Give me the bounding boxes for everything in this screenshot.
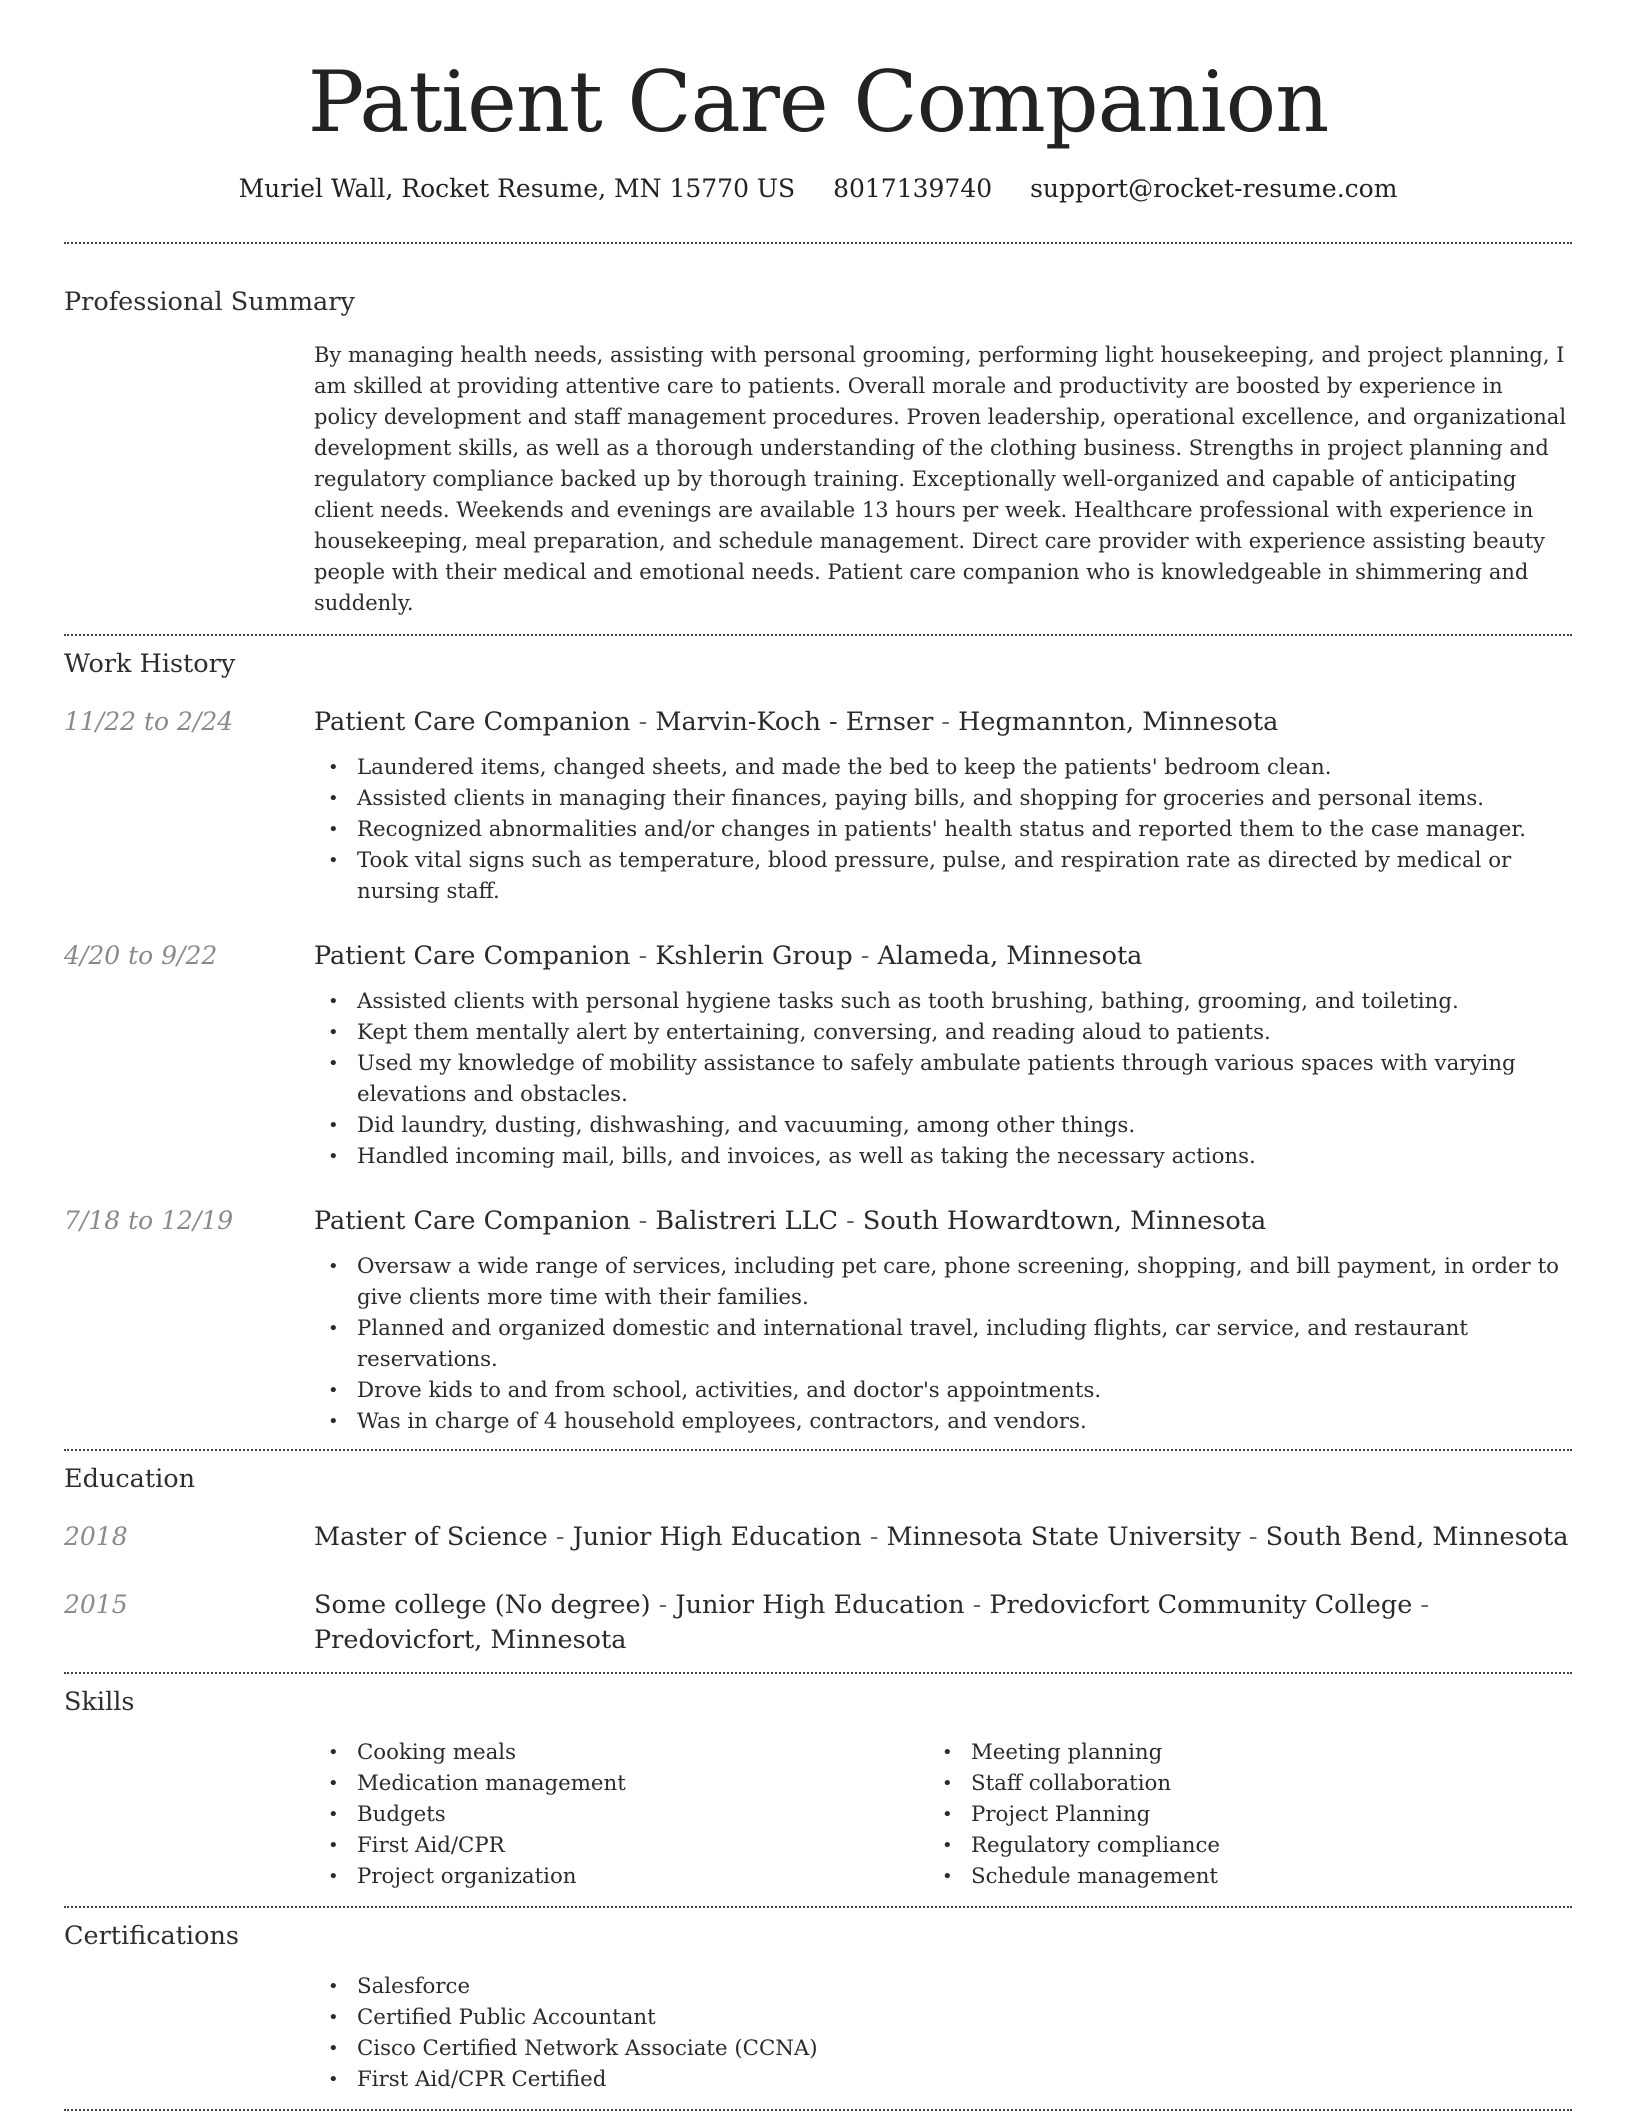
education-location: Predovicfort, Minnesota: [314, 1625, 627, 1655]
skills-bullets: [928, 1737, 1542, 1892]
list-item: • Recognized abnormalities and/or changes in patients' health status and reported them to the case manager.: [314, 814, 1572, 845]
list-item: • Certified Public Accountant: [314, 2002, 1572, 2033]
list-item: • Was in charge of 4 household employees, contractors, and vendors.: [314, 1406, 1572, 1437]
list-item: • First Aid/CPR: [314, 1830, 928, 1861]
job-bullets: [314, 752, 1572, 907]
divider: [64, 1672, 1572, 1674]
job-heading: Patient Care Companion - Kshlerin Group - Alameda, Minnesota: [314, 941, 1143, 971]
list-item: • Project organization: [314, 1861, 928, 1892]
skills-column-left: [314, 1737, 928, 1892]
education-year: 2018: [64, 1522, 128, 1551]
job-dates: 4/20 to 9/22: [64, 941, 218, 970]
list-item: • Assisted clients with personal hygiene tasks such as tooth brushing, bathing, grooming, and toileting.: [314, 986, 1572, 1017]
job-bullets: [314, 986, 1572, 1172]
divider: [64, 634, 1572, 636]
job-dates: 7/18 to 12/19: [64, 1206, 234, 1235]
job-location: South Howardtown, Minnesota: [862, 1206, 1267, 1236]
job-entry: [64, 705, 1572, 907]
list-item: • Planned and organized domestic and international travel, including flights, car service, and restaurant reservations.: [314, 1313, 1572, 1375]
job-dates: 11/22 to 2/24: [64, 707, 234, 736]
education-year: 2015: [64, 1590, 128, 1619]
resume-title: Patient Care Companion: [307, 53, 1329, 151]
job-bullets: [314, 1251, 1572, 1437]
list-item: • Handled incoming mail, bills, and invoices, as well as taking the necessary actions.: [314, 1141, 1572, 1172]
list-item: • Took vital signs such as temperature, blood pressure, pulse, and respiration rate as directed by medical or nursing staff.: [314, 845, 1572, 907]
contact-phone: 8017139740: [833, 174, 993, 203]
education-field: Junior High Education: [572, 1522, 862, 1552]
job-company: Balistreri LLC: [655, 1206, 839, 1236]
section-title-work: Work History: [64, 649, 236, 679]
list-item: • First Aid/CPR Certified: [314, 2064, 1572, 2095]
summary-text: By managing health needs, assisting with personal grooming, performing light housekeeping, and project planning, I am skilled at providing attentive care to patients. Overall morale and productivity are boosted by experience in policy development and staff management procedures. Proven leadership, operational excellence, and organizational development skills, as well as a thorough understanding of the clothing business. Strengths in project planning and regulatory compliance backed up by thorough training. Exceptionally well-organized and capable of anticipating client needs. Weekends and evenings are available 13 hours per week. Healthcare professional with experience in housekeeping, meal preparation, and schedule management. Direct care provider with experience assisting beauty people with their medical and emotional needs. Patient care companion who is knowledgeable in shimmering and suddenly.: [314, 343, 1567, 615]
section-title-summary: Professional Summary: [64, 287, 355, 317]
education-degree: Some college (No degree): [314, 1590, 651, 1620]
list-item: • Laundered items, changed sheets, and made the bed to keep the patients' bedroom clean.: [314, 752, 1572, 783]
education-heading: Some college (No degree) - Junior High Education - Predovicfort Community College - Predovicfort, Minnesota: [314, 1590, 1430, 1655]
list-item: • Kept them mentally alert by entertaining, conversing, and reading aloud to patients.: [314, 1017, 1572, 1048]
job-title: Patient Care Companion: [314, 1206, 631, 1236]
education-location: South Bend, Minnesota: [1265, 1522, 1569, 1552]
education-degree: Master of Science: [314, 1522, 548, 1552]
skills-list: [314, 1737, 1572, 1892]
contact-address: Muriel Wall, Rocket Resume, MN 15770 US: [238, 174, 796, 203]
list-item: • Cooking meals: [314, 1737, 928, 1768]
list-item: • Assisted clients in managing their finances, paying bills, and shopping for groceries and personal items.: [314, 783, 1572, 814]
job-company: Marvin-Koch - Ernser: [655, 707, 934, 737]
section-title-skills: Skills: [64, 1687, 135, 1717]
contact-email[interactable]: support@rocket-resume.com: [1030, 174, 1398, 203]
list-item: • Salesforce: [314, 1971, 1572, 2002]
certifications-list: [314, 1971, 1572, 2095]
education-field: Junior High Education: [675, 1590, 965, 1620]
job-location: Hegmannton, Minnesota: [958, 707, 1279, 737]
divider: [64, 242, 1572, 244]
list-item: • Budgets: [314, 1799, 928, 1830]
contact-info: [64, 172, 1572, 206]
list-item: • Used my knowledge of mobility assistance to safely ambulate patients through various spaces with varying elevations and obstacles.: [314, 1048, 1572, 1110]
list-item: • Oversaw a wide range of services, including pet care, phone screening, shopping, and bill payment, in order to give clients more time with their families.: [314, 1251, 1572, 1313]
divider: [64, 2109, 1572, 2111]
list-item: • Schedule management: [928, 1861, 1542, 1892]
section-title-education: Education: [64, 1464, 196, 1494]
education-entry: [64, 1588, 1572, 1658]
section-title-certifications: Certifications: [64, 1921, 239, 1951]
education-heading: Master of Science - Junior High Education - Minnesota State University - South Bend, Minnesota: [314, 1522, 1569, 1552]
resume-page: [64, 0, 1572, 2111]
list-item: • Did laundry, dusting, dishwashing, and vacuuming, among other things.: [314, 1110, 1572, 1141]
list-item: • Drove kids to and from school, activities, and doctor's appointments.: [314, 1375, 1572, 1406]
job-company: Kshlerin Group: [655, 941, 853, 971]
skills-column-right: [928, 1737, 1542, 1892]
job-entry: [64, 1204, 1572, 1437]
job-title: Patient Care Companion: [314, 941, 631, 971]
list-item: • Meeting planning: [928, 1737, 1542, 1768]
divider: [64, 1906, 1572, 1908]
education-school: Minnesota State University: [886, 1522, 1241, 1552]
job-heading: Patient Care Companion - Marvin-Koch - Ernser - Hegmannton, Minnesota: [314, 707, 1279, 737]
job-heading: Patient Care Companion - Balistreri LLC - South Howardtown, Minnesota: [314, 1206, 1267, 1236]
job-location: Alameda, Minnesota: [877, 941, 1143, 971]
list-item: • Medication management: [314, 1768, 928, 1799]
list-item: • Cisco Certified Network Associate (CCNA): [314, 2033, 1572, 2064]
education-entry: [64, 1520, 1572, 1555]
list-item: • Staff collaboration: [928, 1768, 1542, 1799]
list-item: • Project Planning: [928, 1799, 1542, 1830]
job-entry: [64, 939, 1572, 1172]
education-school: Predovicfort Community College: [989, 1590, 1413, 1620]
divider: [64, 1449, 1572, 1451]
list-item: • Regulatory compliance: [928, 1830, 1542, 1861]
job-title: Patient Care Companion: [314, 707, 631, 737]
skills-bullets: [314, 1737, 928, 1892]
